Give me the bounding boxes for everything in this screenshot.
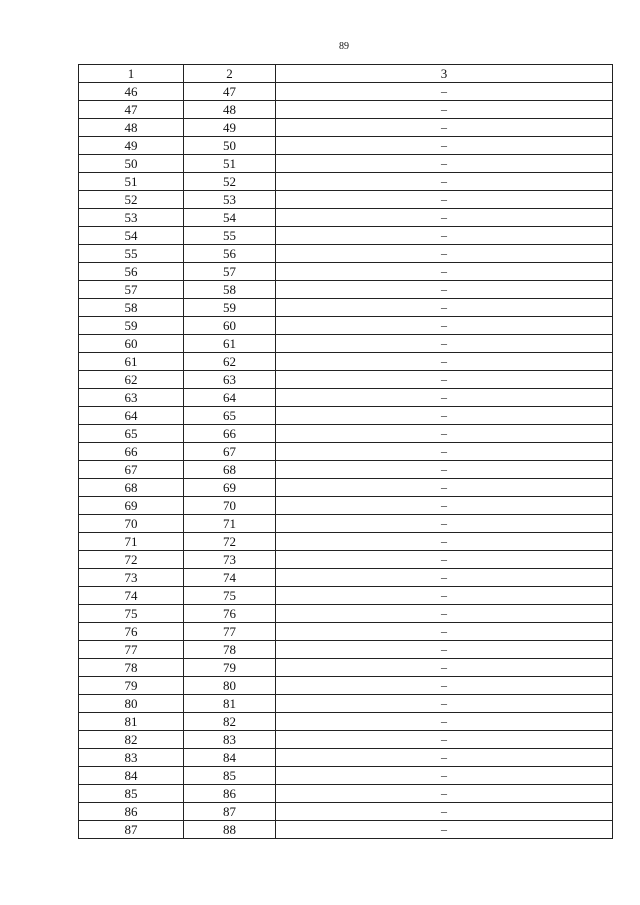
table-cell-col-2: 87 (184, 803, 276, 821)
table-cell-col-3: – (276, 119, 613, 137)
table-row (79, 497, 613, 515)
table-cell-col-3: – (276, 749, 613, 767)
table-cell-col-3: – (276, 425, 613, 443)
table-row (79, 119, 613, 137)
table-cell-col-1: 83 (79, 749, 184, 767)
table-cell-col-3: – (276, 83, 613, 101)
table-cell-col-3: – (276, 731, 613, 749)
table-row (79, 443, 613, 461)
table-cell-col-2: 75 (184, 587, 276, 605)
table-row (79, 173, 613, 191)
table-cell-col-2: 80 (184, 677, 276, 695)
table-cell-col-3: – (276, 803, 613, 821)
table-cell-col-1: 68 (79, 479, 184, 497)
table-cell-col-3: – (276, 479, 613, 497)
table-row (79, 407, 613, 425)
table-row (79, 731, 613, 749)
table-cell-col-2: 56 (184, 245, 276, 263)
table-cell-col-2: 79 (184, 659, 276, 677)
table-cell-col-1: 58 (79, 299, 184, 317)
table-cell-col-2: 51 (184, 155, 276, 173)
table-row (79, 335, 613, 353)
table-cell-col-1: 56 (79, 263, 184, 281)
table-cell-col-1: 70 (79, 515, 184, 533)
table-cell-col-2: 57 (184, 263, 276, 281)
table-row (79, 317, 613, 335)
column-header-3: 3 (276, 65, 613, 83)
table-cell-col-1: 79 (79, 677, 184, 695)
table-cell-col-2: 77 (184, 623, 276, 641)
table-row (79, 425, 613, 443)
table-cell-col-1: 77 (79, 641, 184, 659)
table-cell-col-3: – (276, 551, 613, 569)
table-row (79, 569, 613, 587)
table-cell-col-3: – (276, 461, 613, 479)
table-cell-col-1: 47 (79, 101, 184, 119)
table-cell-col-3: – (276, 713, 613, 731)
table-cell-col-1: 74 (79, 587, 184, 605)
table-cell-col-1: 65 (79, 425, 184, 443)
table-cell-col-3: – (276, 245, 613, 263)
table-cell-col-1: 78 (79, 659, 184, 677)
table-cell-col-1: 75 (79, 605, 184, 623)
table-cell-col-1: 66 (79, 443, 184, 461)
table-cell-col-2: 62 (184, 353, 276, 371)
table-cell-col-3: – (276, 209, 613, 227)
table-cell-col-2: 71 (184, 515, 276, 533)
table-row (79, 209, 613, 227)
table-row (79, 767, 613, 785)
table-cell-col-2: 67 (184, 443, 276, 461)
table-cell-col-3: – (276, 281, 613, 299)
table-row (79, 821, 613, 839)
table-cell-col-3: – (276, 263, 613, 281)
table-cell-col-3: – (276, 821, 613, 839)
table-cell-col-2: 86 (184, 785, 276, 803)
table-row (79, 605, 613, 623)
table-cell-col-3: – (276, 371, 613, 389)
table-row (79, 137, 613, 155)
table-row (79, 803, 613, 821)
table-cell-col-2: 78 (184, 641, 276, 659)
table-cell-col-2: 65 (184, 407, 276, 425)
table-cell-col-1: 52 (79, 191, 184, 209)
table-cell-col-2: 54 (184, 209, 276, 227)
table-cell-col-3: – (276, 407, 613, 425)
table-cell-col-2: 73 (184, 551, 276, 569)
table-cell-col-1: 54 (79, 227, 184, 245)
table-cell-col-2: 61 (184, 335, 276, 353)
table-row (79, 371, 613, 389)
table-row (79, 461, 613, 479)
table-cell-col-1: 73 (79, 569, 184, 587)
table-cell-col-1: 48 (79, 119, 184, 137)
table-row (79, 587, 613, 605)
table-cell-col-1: 67 (79, 461, 184, 479)
table-row (79, 353, 613, 371)
table-cell-col-1: 76 (79, 623, 184, 641)
table-cell-col-2: 64 (184, 389, 276, 407)
table-cell-col-1: 46 (79, 83, 184, 101)
table-cell-col-2: 76 (184, 605, 276, 623)
table-cell-col-1: 60 (79, 335, 184, 353)
table-row (79, 83, 613, 101)
table-cell-col-3: – (276, 227, 613, 245)
table-cell-col-2: 60 (184, 317, 276, 335)
table-cell-col-2: 49 (184, 119, 276, 137)
table-cell-col-2: 50 (184, 137, 276, 155)
data-table (78, 64, 613, 839)
table-cell-col-1: 50 (79, 155, 184, 173)
table-cell-col-3: – (276, 515, 613, 533)
table-cell-col-1: 71 (79, 533, 184, 551)
table-row (79, 263, 613, 281)
table-cell-col-3: – (276, 533, 613, 551)
column-header-2: 2 (184, 65, 276, 83)
table-cell-col-3: – (276, 695, 613, 713)
table-cell-col-3: – (276, 767, 613, 785)
table-cell-col-1: 87 (79, 821, 184, 839)
table-cell-col-3: – (276, 155, 613, 173)
table-cell-col-3: – (276, 317, 613, 335)
table-row (79, 191, 613, 209)
table-cell-col-1: 85 (79, 785, 184, 803)
table-cell-col-3: – (276, 497, 613, 515)
table-cell-col-1: 49 (79, 137, 184, 155)
table-row (79, 155, 613, 173)
table-cell-col-3: – (276, 173, 613, 191)
table-cell-col-2: 66 (184, 425, 276, 443)
table-cell-col-1: 61 (79, 353, 184, 371)
table-cell-col-3: – (276, 443, 613, 461)
table-cell-col-2: 85 (184, 767, 276, 785)
table-cell-col-3: – (276, 641, 613, 659)
table-cell-col-2: 48 (184, 101, 276, 119)
table-cell-col-1: 57 (79, 281, 184, 299)
table-row (79, 389, 613, 407)
table-cell-col-1: 81 (79, 713, 184, 731)
table-row (79, 713, 613, 731)
table-cell-col-2: 70 (184, 497, 276, 515)
table-cell-col-1: 69 (79, 497, 184, 515)
table-cell-col-1: 63 (79, 389, 184, 407)
table-cell-col-1: 59 (79, 317, 184, 335)
table-row (79, 299, 613, 317)
table-row (79, 281, 613, 299)
table-cell-col-2: 81 (184, 695, 276, 713)
table-cell-col-3: – (276, 569, 613, 587)
table-cell-col-2: 72 (184, 533, 276, 551)
table-cell-col-1: 80 (79, 695, 184, 713)
table-cell-col-2: 82 (184, 713, 276, 731)
table-cell-col-2: 69 (184, 479, 276, 497)
table-row (79, 695, 613, 713)
table-row (79, 785, 613, 803)
table-cell-col-2: 53 (184, 191, 276, 209)
table-cell-col-1: 55 (79, 245, 184, 263)
table-cell-col-1: 82 (79, 731, 184, 749)
page-number: 89 (339, 41, 349, 52)
table-row (79, 479, 613, 497)
table-row (79, 515, 613, 533)
table-cell-col-3: – (276, 191, 613, 209)
table-cell-col-3: – (276, 101, 613, 119)
table-cell-col-3: – (276, 785, 613, 803)
table-header-row (79, 65, 613, 83)
table-cell-col-2: 47 (184, 83, 276, 101)
table-cell-col-2: 52 (184, 173, 276, 191)
table-cell-col-2: 74 (184, 569, 276, 587)
table-row (79, 749, 613, 767)
table-cell-col-3: – (276, 353, 613, 371)
table-cell-col-1: 84 (79, 767, 184, 785)
column-header-1: 1 (79, 65, 184, 83)
table-cell-col-1: 51 (79, 173, 184, 191)
table-row (79, 245, 613, 263)
table-cell-col-3: – (276, 335, 613, 353)
table-cell-col-3: – (276, 659, 613, 677)
table-cell-col-2: 55 (184, 227, 276, 245)
table-cell-col-1: 86 (79, 803, 184, 821)
table-row (79, 659, 613, 677)
table-cell-col-3: – (276, 389, 613, 407)
table-cell-col-1: 72 (79, 551, 184, 569)
table-row (79, 641, 613, 659)
table-row (79, 623, 613, 641)
table-cell-col-1: 53 (79, 209, 184, 227)
table-cell-col-2: 63 (184, 371, 276, 389)
table-cell-col-2: 88 (184, 821, 276, 839)
table-cell-col-2: 68 (184, 461, 276, 479)
table-cell-col-2: 58 (184, 281, 276, 299)
table-row (79, 533, 613, 551)
table-cell-col-3: – (276, 623, 613, 641)
table-cell-col-3: – (276, 137, 613, 155)
table-cell-col-1: 64 (79, 407, 184, 425)
table-row (79, 101, 613, 119)
table-cell-col-2: 83 (184, 731, 276, 749)
table-body (79, 83, 613, 839)
table-cell-col-3: – (276, 299, 613, 317)
table-cell-col-1: 62 (79, 371, 184, 389)
table-row (79, 551, 613, 569)
table-cell-col-3: – (276, 677, 613, 695)
table-cell-col-3: – (276, 605, 613, 623)
table-row (79, 227, 613, 245)
table-cell-col-2: 84 (184, 749, 276, 767)
table-row (79, 677, 613, 695)
table-cell-col-3: – (276, 587, 613, 605)
table-cell-col-2: 59 (184, 299, 276, 317)
